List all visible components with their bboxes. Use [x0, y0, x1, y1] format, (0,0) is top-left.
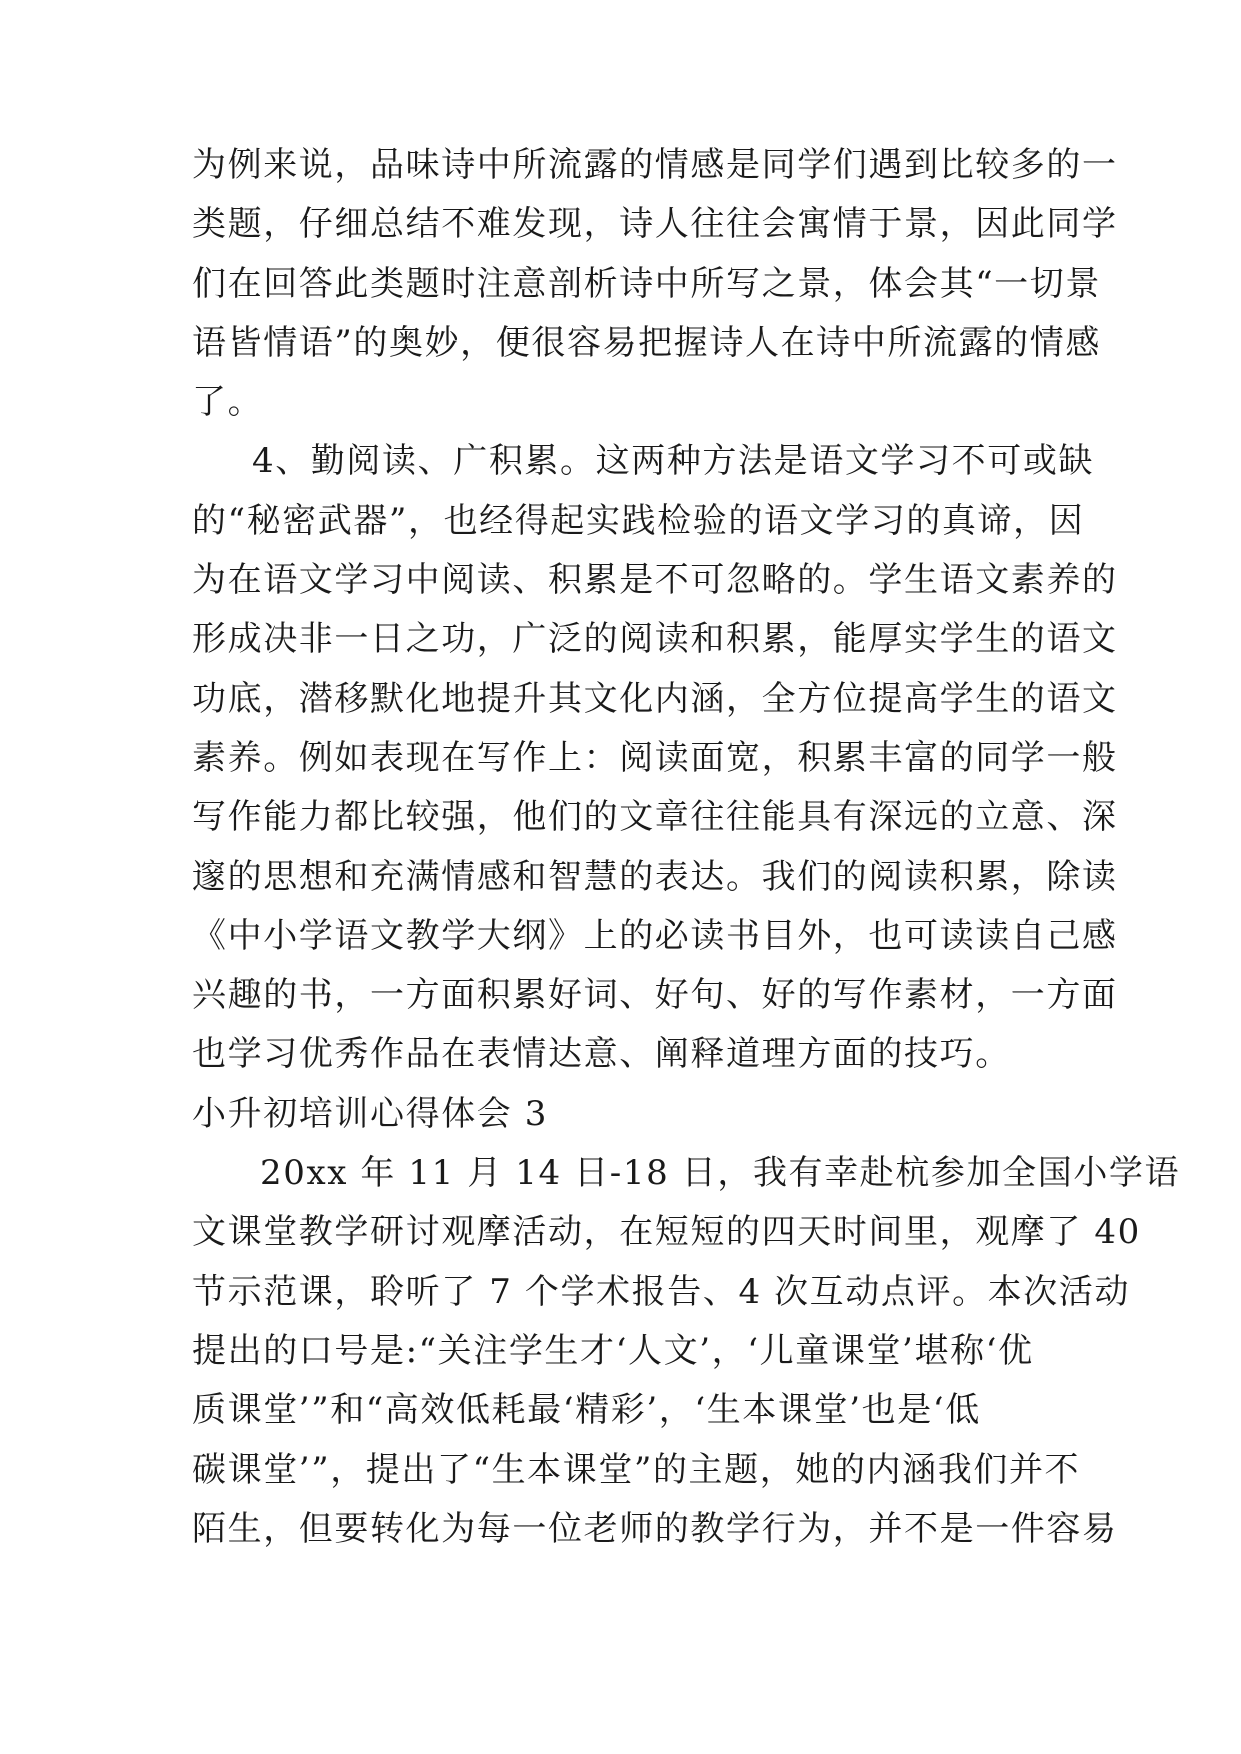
text-line: 文课堂教学研讨观摩活动，在短短的四天时间里，观摩了 40	[192, 1212, 1141, 1253]
paragraph-2	[192, 432, 1118, 1084]
text-line: 了。	[192, 382, 264, 423]
text-line: 节示范课，聆听了 7 个学术报告、4 次互动点评。本次活动	[192, 1271, 1131, 1312]
text-line: 碳课堂’”，提出了“生本课堂”的主题，她的内涵我们并不	[192, 1449, 1081, 1490]
paragraph-3	[192, 1144, 1181, 1559]
text-line: 的“秘密武器”，也经得起实践检验的语文学习的真谛，因	[192, 500, 1085, 541]
text-line: 兴趣的书，一方面积累好词、好句、好的写作素材，一方面	[192, 975, 1118, 1016]
text-line: 素养。例如表现在写作上：阅读面宽，积累丰富的同学一般	[192, 737, 1118, 778]
text-line: 功底，潜移默化地提升其文化内涵，全方位提高学生的语文	[192, 678, 1118, 719]
paragraph-1	[192, 136, 1118, 432]
text-line: 《中小学语文教学大纲》上的必读书目外，也可读读自己感	[192, 915, 1118, 956]
text-line: 写作能力都比较强，他们的文章往往能具有深远的立意、深	[192, 797, 1118, 838]
document-body	[192, 136, 1181, 1559]
text-line: 们在回答此类题时注意剖析诗中所写之景，体会其“一切景	[192, 263, 1101, 304]
text-line: 类题，仔细总结不难发现，诗人往往会寓情于景，因此同学	[192, 204, 1118, 245]
text-line: 形成决非一日之功，广泛的阅读和积累，能厚实学生的语文	[192, 619, 1118, 660]
text-line: 4、勤阅读、广积累。这两种方法是语文学习不可或缺	[252, 441, 1095, 482]
text-line: 语皆情语”的奥妙，便很容易把握诗人在诗中所流露的情感	[192, 322, 1101, 363]
section-heading: 小升初培训心得体会 3	[192, 1093, 549, 1134]
text-line: 为例来说，品味诗中所流露的情感是同学们遇到比较多的一	[192, 145, 1118, 185]
text-line: 20xx 年 11 月 14 日-18 日，我有幸赴杭参加全国小学语	[260, 1153, 1181, 1194]
text-line: 为在语文学习中阅读、积累是不可忽略的。学生语文素养的	[192, 560, 1118, 601]
text-line: 提出的口号是:“关注学生才‘人文’，‘儿童课堂’堪称‘优	[192, 1330, 1034, 1371]
text-line: 也学习优秀作品在表情达意、阐释道理方面的技巧。	[192, 1034, 1011, 1075]
text-line: 陌生，但要转化为每一位老师的教学行为，并不是一件容易	[192, 1508, 1118, 1549]
text-line: 质课堂’”和“高效低耗最‘精彩’，‘生本课堂’也是‘低	[192, 1390, 981, 1431]
text-line: 邃的思想和充满情感和智慧的表达。我们的阅读积累，除读	[192, 856, 1118, 897]
